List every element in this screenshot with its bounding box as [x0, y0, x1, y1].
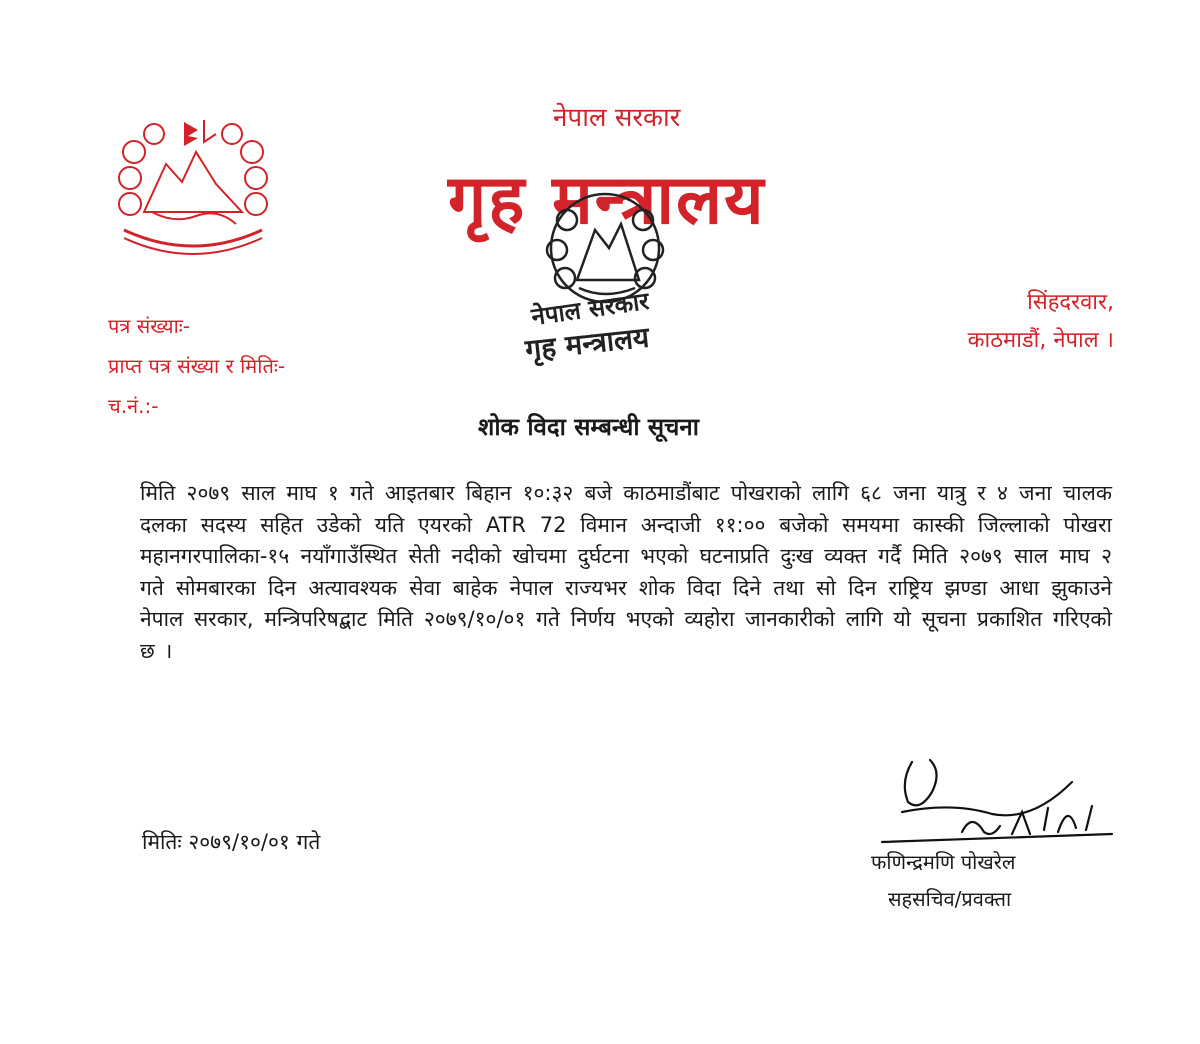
- ministry-name: गृह मन्त्रालय: [448, 161, 766, 240]
- letter-number-label: पत्र संख्याः-: [108, 314, 191, 338]
- dispatch-number-label: च.नं.:-: [108, 394, 159, 418]
- notice-body: मिति २०७९ साल माघ १ गते आइतबार बिहान १०:३२ बजे काठमाडौंबाट पोखराको लागि ६८ जना यात्रु र ४ जना चालक दलका सदस्य सहित उडेको यति एयरको ATR 72 विमान अन्दाजी ११:०० बजेको समयमा कास्की जिल्लाको पोखरा महानगरपालिका-१५ नयाँगाउँस्थित सेती नदीको खोचमा दुर्घटना भएको घटनाप्रति दुःख व्यक्त गर्दै मिति २०७९ साल माघ २ गते सोमबारका दिन अत्यावश्यक सेवा बाहेक नेपाल राज्यभर शोक विदा दिने तथा सो दिन राष्ट्रिय झण्डा आधा झुकाउने नेपाल सरकार, मन्त्रिपरिषद्बाट मिति २०७९/१०/०१ गते निर्णय भएको व्यहोरा जानकारीको लागि यो सूचना प्रकाशित गरिएको छ ।: [140, 481, 1112, 663]
- received-letter-label: प्राप्त पत्र संख्या र मितिः-: [108, 354, 286, 378]
- signatory-name: फणिन्द्रमणि पोखरेल: [871, 850, 1016, 874]
- address-line-1: सिंहदरवार,: [1027, 290, 1114, 315]
- handwritten-signature: [872, 742, 1122, 862]
- address-line-2: काठमाडौं, नेपाल ।: [967, 328, 1114, 353]
- notice-date: मितिः २०७९/१०/०१ गते: [142, 830, 321, 854]
- signatory-title: सहसचिव/प्रवक्ता: [888, 887, 1012, 911]
- notice-title: शोक विदा सम्बन्धी सूचना: [478, 413, 699, 441]
- nepal-emblem-icon: [104, 112, 282, 270]
- stamp-line-2: गृह मन्त्रालय: [523, 320, 651, 367]
- government-name: नेपाल सरकार: [553, 103, 681, 133]
- official-stamp: [505, 190, 705, 370]
- stamp-line-1: नेपाल सरकार: [529, 286, 651, 332]
